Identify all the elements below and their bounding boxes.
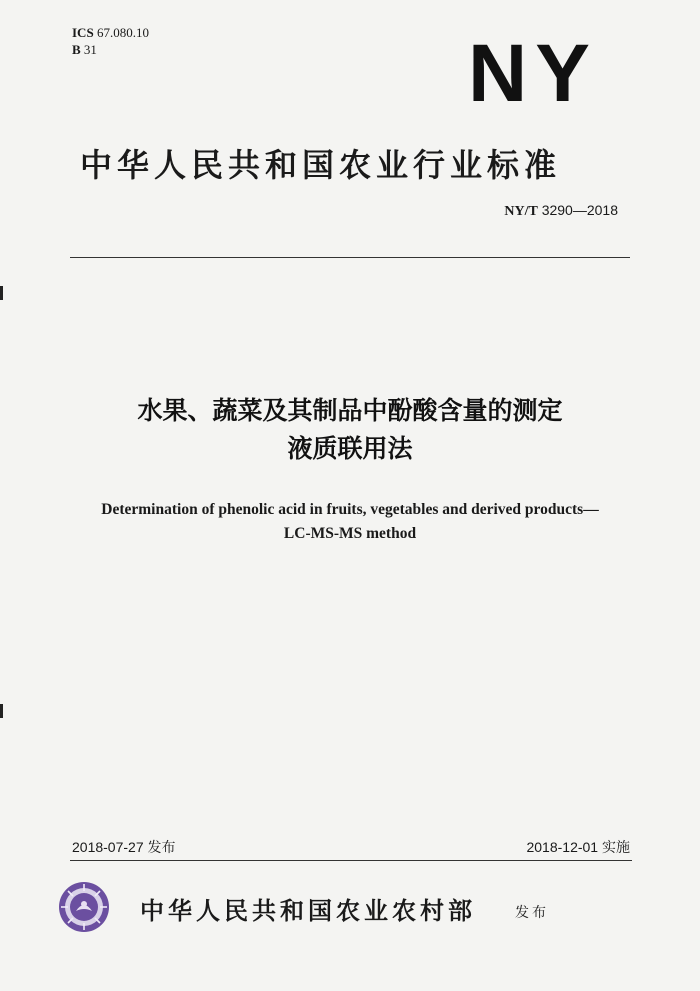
- scan-edge-mark: [0, 704, 3, 718]
- english-title-line-2: LC-MS-MS method: [283, 525, 417, 542]
- implementation-date-value: 2018-12-01: [526, 839, 599, 855]
- chinese-title: [0, 392, 700, 468]
- standard-number-prefix: NY/T: [504, 204, 538, 219]
- ics-label: ICS: [72, 25, 94, 40]
- scan-edge-mark: [0, 286, 3, 300]
- top-divider: [70, 257, 630, 258]
- chinese-title-line-2: 液质联用法: [287, 434, 413, 463]
- implementation-date: [526, 837, 630, 857]
- ics-code: 67.080.10: [96, 25, 149, 40]
- ccs-code: 31: [83, 42, 97, 57]
- standard-body-title: 中华人民共和国农业行业标准: [80, 146, 562, 184]
- implementation-date-word: 实施: [602, 840, 630, 856]
- standard-number-value: 3290—2018: [541, 202, 618, 218]
- english-title-line-1: Determination of phenolic acid in fruits, vegetables and derived products—: [101, 501, 599, 518]
- issue-date-word: 发布: [147, 840, 176, 856]
- ics-line: [72, 24, 149, 41]
- bottom-divider: [70, 860, 632, 861]
- ministry-name: 中华人民共和国农业农村部: [140, 896, 476, 925]
- publish-word: 发布: [515, 905, 549, 921]
- issue-date: [72, 837, 176, 857]
- ccs-label: B: [72, 42, 81, 57]
- classification-codes: [72, 24, 149, 58]
- issue-date-value: 2018-07-27: [72, 839, 144, 855]
- ccs-line: [72, 41, 149, 58]
- ny-logo: NY: [468, 28, 598, 119]
- chinese-title-line-1: 水果、蔬菜及其制品中酚酸含量的测定: [137, 396, 563, 425]
- english-title: [0, 498, 700, 546]
- ministry-emblem-icon: [58, 881, 110, 933]
- standard-number: [504, 202, 618, 220]
